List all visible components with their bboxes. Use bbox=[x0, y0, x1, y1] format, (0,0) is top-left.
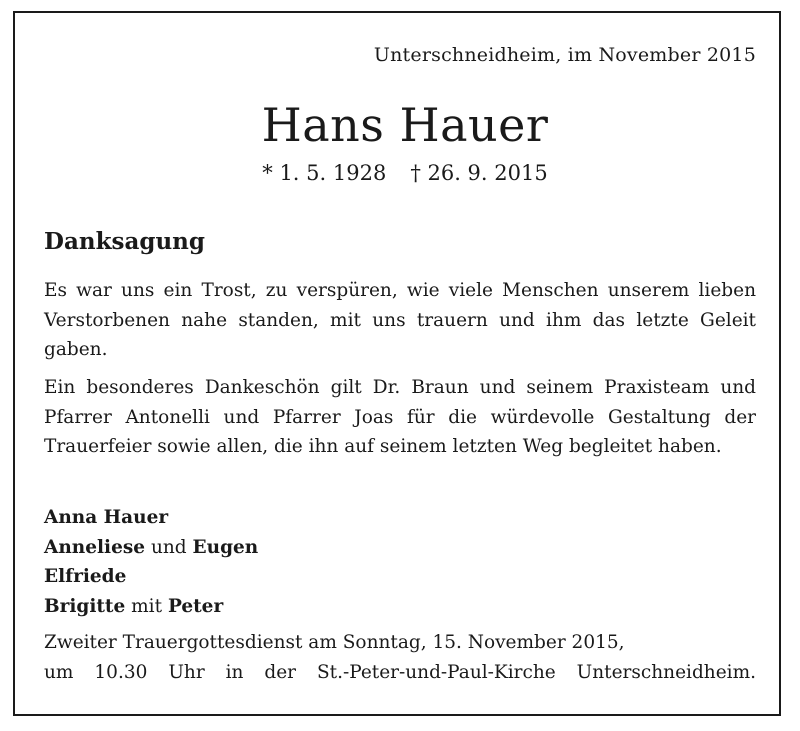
place-date: Unterschneidheim, im November 2015 bbox=[373, 44, 756, 66]
signer-joiner: mit bbox=[131, 595, 163, 617]
signer-name: Elfriede bbox=[44, 566, 127, 587]
service-line-2: um 10.30 Uhr in der St.-Peter-und-Paul-Kirche Unterschneidheim. bbox=[44, 661, 756, 683]
signers-list bbox=[44, 503, 258, 621]
signer-name: Brigitte bbox=[44, 595, 126, 617]
signer-name: Anneliese bbox=[44, 536, 146, 558]
section-heading: Danksagung bbox=[44, 228, 205, 255]
thanks-paragraph-2: Ein besonderes Dankeschön gilt Dr. Braun und seinem Praxisteam und Pfarrer Antonelli und Pfarrer Joas für die würdevolle Gestaltung der Trauerfeier sowie allen, die ihn auf seinem letzten Weg begleitet haben. bbox=[44, 377, 756, 457]
signer-joiner: und bbox=[150, 536, 187, 558]
death-date: † 26. 9. 2015 bbox=[410, 161, 548, 185]
signer-name: Anna Hauer bbox=[44, 507, 169, 528]
signer-line bbox=[44, 592, 258, 622]
thanks-paragraph-1: Es war uns ein Trost, zu verspüren, wie viele Menschen unserem lieben Verstorbenen nahe standen, mit uns trauern und ihm das letzte Geleit gaben. bbox=[44, 280, 756, 360]
birth-date: * 1. 5. 1928 bbox=[262, 161, 387, 185]
service-line-1: Zweiter Trauergottesdienst am Sonntag, 15. November 2015, bbox=[44, 632, 625, 653]
signer-line bbox=[44, 562, 258, 592]
signer-name: Eugen bbox=[192, 536, 259, 558]
deceased-name: Hans Hauer bbox=[261, 98, 549, 152]
life-dates bbox=[0, 161, 800, 185]
signer-line bbox=[44, 533, 258, 563]
service-info bbox=[44, 628, 756, 687]
signer-name: Peter bbox=[167, 595, 224, 617]
signer-line bbox=[44, 503, 258, 533]
